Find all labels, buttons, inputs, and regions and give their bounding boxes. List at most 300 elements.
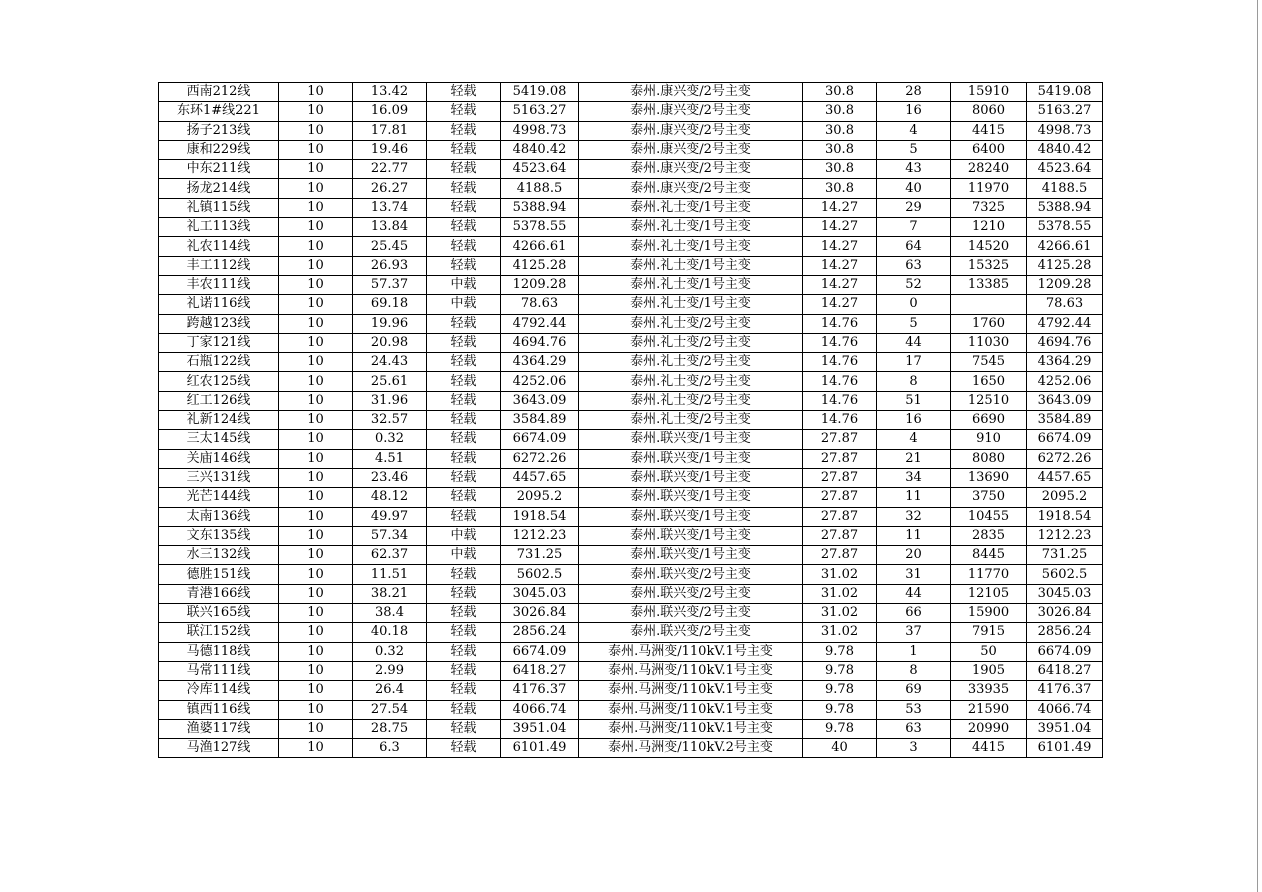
table-cell: 27.87 (803, 546, 877, 565)
table-cell: 2856.24 (1027, 623, 1103, 642)
table-cell: 6418.27 (1027, 661, 1103, 680)
table-cell: 中载 (427, 546, 501, 565)
table-cell: 10 (279, 179, 353, 198)
table-cell: 5602.5 (501, 565, 579, 584)
table-cell: 4840.42 (1027, 140, 1103, 159)
table-cell: 27.87 (803, 507, 877, 526)
table-cell: 联江152线 (159, 623, 279, 642)
table-cell: 扬子213线 (159, 121, 279, 140)
table-cell: 轻载 (427, 642, 501, 661)
table-cell: 轻载 (427, 256, 501, 275)
table-cell: 1 (877, 642, 951, 661)
table-row (159, 333, 1103, 352)
table-cell: 1918.54 (1027, 507, 1103, 526)
table-cell: 40 (877, 179, 951, 198)
table-cell: 2835 (951, 526, 1027, 545)
table-cell: 泰州.礼士变/2号主变 (579, 314, 803, 333)
table-cell: 2856.24 (501, 623, 579, 642)
table-cell: 轻载 (427, 237, 501, 256)
table-cell: 4457.65 (501, 468, 579, 487)
table-cell: 马德118线 (159, 642, 279, 661)
table-cell: 泰州.礼士变/2号主变 (579, 333, 803, 352)
table-cell: 6.3 (353, 739, 427, 758)
table-cell: 57.37 (353, 275, 427, 294)
table-cell: 26.93 (353, 256, 427, 275)
table-cell: 64 (877, 237, 951, 256)
table-cell: 4176.37 (501, 681, 579, 700)
table-cell: 礼新124线 (159, 411, 279, 430)
table-cell: 11 (877, 488, 951, 507)
table-cell: 泰州.康兴变/2号主变 (579, 121, 803, 140)
table-cell: 27.87 (803, 430, 877, 449)
table-cell: 1212.23 (1027, 526, 1103, 545)
table-cell: 泰州.康兴变/2号主变 (579, 83, 803, 102)
table-cell: 泰州.礼士变/1号主变 (579, 218, 803, 237)
table-row (159, 83, 1103, 102)
table-cell: 4.51 (353, 449, 427, 468)
table-cell: 礼诺116线 (159, 295, 279, 314)
table-row (159, 661, 1103, 680)
table-cell: 2095.2 (501, 488, 579, 507)
table-cell: 6101.49 (1027, 739, 1103, 758)
table-row (159, 546, 1103, 565)
table-cell: 25.45 (353, 237, 427, 256)
table-cell: 马渔127线 (159, 739, 279, 758)
page-edge (1257, 0, 1258, 892)
table-cell: 66 (877, 604, 951, 623)
table-row (159, 353, 1103, 372)
table-cell: 3026.84 (1027, 604, 1103, 623)
table-cell: 32.57 (353, 411, 427, 430)
table-cell: 10 (279, 275, 353, 294)
table-cell: 泰州.礼士变/1号主变 (579, 237, 803, 256)
table-cell: 5163.27 (501, 102, 579, 121)
table-cell: 5388.94 (1027, 198, 1103, 217)
table-cell: 6400 (951, 140, 1027, 159)
table-cell: 3584.89 (501, 411, 579, 430)
table-cell: 泰州.联兴变/1号主变 (579, 430, 803, 449)
table-cell: 德胜151线 (159, 565, 279, 584)
table-cell: 10 (279, 565, 353, 584)
data-table (158, 82, 1103, 758)
table-cell: 4694.76 (1027, 333, 1103, 352)
table-cell: 30.8 (803, 179, 877, 198)
table-cell: 6674.09 (501, 642, 579, 661)
table-cell: 文东135线 (159, 526, 279, 545)
table-cell: 8445 (951, 546, 1027, 565)
table-cell: 4523.64 (501, 160, 579, 179)
table-cell: 红工126线 (159, 391, 279, 410)
table-cell: 26.4 (353, 681, 427, 700)
table-cell: 78.63 (1027, 295, 1103, 314)
table-row (159, 160, 1103, 179)
table-cell: 泰州.马洲变/110kV.1号主变 (579, 700, 803, 719)
table-cell: 1918.54 (501, 507, 579, 526)
table-cell: 4792.44 (1027, 314, 1103, 333)
table-cell: 31.02 (803, 565, 877, 584)
table-cell: 0 (877, 295, 951, 314)
table-cell: 27.87 (803, 488, 877, 507)
table-row (159, 256, 1103, 275)
table-cell: 4415 (951, 739, 1027, 758)
table-cell: 6690 (951, 411, 1027, 430)
table-cell: 1650 (951, 372, 1027, 391)
table-cell: 3643.09 (1027, 391, 1103, 410)
table-cell: 10 (279, 526, 353, 545)
table-cell: 3045.03 (1027, 584, 1103, 603)
table-cell: 14.27 (803, 218, 877, 237)
table-cell: 10 (279, 546, 353, 565)
table-cell: 3584.89 (1027, 411, 1103, 430)
table-cell: 10 (279, 256, 353, 275)
table-cell: 27.87 (803, 449, 877, 468)
table-cell: 中载 (427, 275, 501, 294)
table-cell: 16 (877, 102, 951, 121)
table-cell: 32 (877, 507, 951, 526)
table-cell: 23.46 (353, 468, 427, 487)
table-cell: 泰州.联兴变/2号主变 (579, 604, 803, 623)
table-cell: 10 (279, 623, 353, 642)
table-cell: 礼镇115线 (159, 198, 279, 217)
table-cell: 30.8 (803, 160, 877, 179)
table-cell: 4188.5 (1027, 179, 1103, 198)
table-cell: 8060 (951, 102, 1027, 121)
table-cell: 30.8 (803, 102, 877, 121)
table-cell: 43 (877, 160, 951, 179)
table-cell: 10 (279, 700, 353, 719)
table-row (159, 198, 1103, 217)
table-cell: 14.27 (803, 237, 877, 256)
table-cell: 3750 (951, 488, 1027, 507)
table-cell: 轻载 (427, 488, 501, 507)
table-cell: 轻载 (427, 160, 501, 179)
table-cell: 泰州.马洲变/110kV.1号主变 (579, 642, 803, 661)
table-cell: 泰州.联兴变/2号主变 (579, 623, 803, 642)
table-cell: 4792.44 (501, 314, 579, 333)
table-cell: 6674.09 (1027, 642, 1103, 661)
table-cell: 69.18 (353, 295, 427, 314)
table-cell: 50 (951, 642, 1027, 661)
table-cell: 27.87 (803, 526, 877, 545)
table-cell: 16 (877, 411, 951, 430)
table-cell: 40.18 (353, 623, 427, 642)
table-cell: 1209.28 (1027, 275, 1103, 294)
table-cell: 10 (279, 198, 353, 217)
table-cell: 4252.06 (1027, 372, 1103, 391)
table-cell: 11770 (951, 565, 1027, 584)
table-cell: 34 (877, 468, 951, 487)
table-cell: 5378.55 (1027, 218, 1103, 237)
table-cell: 轻载 (427, 121, 501, 140)
table-cell: 4998.73 (1027, 121, 1103, 140)
table-cell: 11970 (951, 179, 1027, 198)
table-cell: 扬龙214线 (159, 179, 279, 198)
table-cell: 5 (877, 314, 951, 333)
table-cell: 轻载 (427, 333, 501, 352)
table-cell: 31.02 (803, 584, 877, 603)
table-cell: 10 (279, 584, 353, 603)
table-cell: 轻载 (427, 179, 501, 198)
table-cell: 38.4 (353, 604, 427, 623)
table-row (159, 507, 1103, 526)
table-row (159, 411, 1103, 430)
table-cell: 9.78 (803, 681, 877, 700)
table-cell: 3 (877, 739, 951, 758)
table-cell: 4998.73 (501, 121, 579, 140)
table-cell: 9.78 (803, 719, 877, 738)
table-cell: 11 (877, 526, 951, 545)
table-row (159, 700, 1103, 719)
table-cell: 5419.08 (501, 83, 579, 102)
table-cell: 27.54 (353, 700, 427, 719)
table-cell: 礼工113线 (159, 218, 279, 237)
table-cell: 0.32 (353, 430, 427, 449)
table-cell: 14.76 (803, 353, 877, 372)
table-cell (951, 295, 1027, 314)
table-cell: 3643.09 (501, 391, 579, 410)
table-cell: 10 (279, 661, 353, 680)
table-cell: 轻载 (427, 140, 501, 159)
table-cell: 17 (877, 353, 951, 372)
table-cell: 57.34 (353, 526, 427, 545)
table-cell: 泰州.礼士变/1号主变 (579, 275, 803, 294)
table-cell: 泰州.联兴变/1号主变 (579, 507, 803, 526)
table-cell: 中东211线 (159, 160, 279, 179)
table-cell: 轻载 (427, 507, 501, 526)
table-cell: 泰州.礼士变/1号主变 (579, 198, 803, 217)
table-row (159, 237, 1103, 256)
table-row (159, 604, 1103, 623)
table-cell: 轻载 (427, 353, 501, 372)
table-cell: 10 (279, 314, 353, 333)
table-cell: 3045.03 (501, 584, 579, 603)
table-cell: 1209.28 (501, 275, 579, 294)
table-cell: 4066.74 (501, 700, 579, 719)
table-row (159, 218, 1103, 237)
table-cell: 泰州.康兴变/2号主变 (579, 140, 803, 159)
table-cell: 光芒144线 (159, 488, 279, 507)
table-cell: 西南212线 (159, 83, 279, 102)
table-cell: 22.77 (353, 160, 427, 179)
table-row (159, 391, 1103, 410)
table-cell: 6101.49 (501, 739, 579, 758)
table-cell: 8080 (951, 449, 1027, 468)
table-cell: 10 (279, 295, 353, 314)
table-cell: 4364.29 (1027, 353, 1103, 372)
table-row (159, 102, 1103, 121)
table-cell: 20 (877, 546, 951, 565)
table-cell: 13690 (951, 468, 1027, 487)
table-cell: 石瓶122线 (159, 353, 279, 372)
table-cell: 渔婆117线 (159, 719, 279, 738)
table-cell: 轻载 (427, 700, 501, 719)
table-cell: 38.21 (353, 584, 427, 603)
table-cell: 轻载 (427, 372, 501, 391)
table-cell: 泰州.礼士变/2号主变 (579, 353, 803, 372)
table-cell: 轻载 (427, 584, 501, 603)
table-row (159, 526, 1103, 545)
table-cell: 3951.04 (1027, 719, 1103, 738)
table-cell: 31.02 (803, 623, 877, 642)
table-cell: 丰农111线 (159, 275, 279, 294)
table-cell: 25.61 (353, 372, 427, 391)
table-cell: 49.97 (353, 507, 427, 526)
table-cell: 10 (279, 411, 353, 430)
table-cell: 2.99 (353, 661, 427, 680)
table-cell: 6272.26 (1027, 449, 1103, 468)
table-cell: 10 (279, 719, 353, 738)
table-cell: 1212.23 (501, 526, 579, 545)
table-cell: 7545 (951, 353, 1027, 372)
table-cell: 40 (803, 739, 877, 758)
table-cell: 63 (877, 719, 951, 738)
table-cell: 中载 (427, 526, 501, 545)
table-cell: 轻载 (427, 430, 501, 449)
table-cell: 泰州.联兴变/1号主变 (579, 449, 803, 468)
table-cell: 跨越123线 (159, 314, 279, 333)
table-cell: 三兴131线 (159, 468, 279, 487)
table-cell: 4066.74 (1027, 700, 1103, 719)
table-cell: 5419.08 (1027, 83, 1103, 102)
table-cell: 关庙146线 (159, 449, 279, 468)
table-cell: 16.09 (353, 102, 427, 121)
table-cell: 泰州.礼士变/2号主变 (579, 372, 803, 391)
table-cell: 28240 (951, 160, 1027, 179)
table-cell: 5388.94 (501, 198, 579, 217)
table-cell: 731.25 (501, 546, 579, 565)
table-cell: 78.63 (501, 295, 579, 314)
table-cell: 10 (279, 353, 353, 372)
table-cell: 水三132线 (159, 546, 279, 565)
table-cell: 太南136线 (159, 507, 279, 526)
table-cell: 33935 (951, 681, 1027, 700)
table-cell: 6418.27 (501, 661, 579, 680)
table-cell: 21 (877, 449, 951, 468)
table-cell: 4364.29 (501, 353, 579, 372)
table-cell: 13.84 (353, 218, 427, 237)
table-row (159, 719, 1103, 738)
table-cell: 14.27 (803, 275, 877, 294)
table-cell: 轻载 (427, 83, 501, 102)
table-cell: 8 (877, 661, 951, 680)
table-cell: 14.76 (803, 391, 877, 410)
table-cell: 10 (279, 604, 353, 623)
table-cell: 轻载 (427, 623, 501, 642)
table-cell: 1905 (951, 661, 1027, 680)
table-cell: 轻载 (427, 661, 501, 680)
table-cell: 10 (279, 488, 353, 507)
table-cell: 5163.27 (1027, 102, 1103, 121)
table-cell: 14.76 (803, 314, 877, 333)
table-cell: 轻载 (427, 411, 501, 430)
table-cell: 731.25 (1027, 546, 1103, 565)
table-cell: 轻载 (427, 314, 501, 333)
table-cell: 6272.26 (501, 449, 579, 468)
table-cell: 9.78 (803, 700, 877, 719)
table-cell: 镇西116线 (159, 700, 279, 719)
table-cell: 7325 (951, 198, 1027, 217)
table-cell: 泰州.康兴变/2号主变 (579, 160, 803, 179)
table-cell: 15910 (951, 83, 1027, 102)
table-cell: 0.32 (353, 642, 427, 661)
table-cell: 10 (279, 507, 353, 526)
table-cell: 4840.42 (501, 140, 579, 159)
table-cell: 62.37 (353, 546, 427, 565)
table-row (159, 623, 1103, 642)
table-cell: 14.27 (803, 198, 877, 217)
table-cell: 轻载 (427, 681, 501, 700)
table-cell: 15900 (951, 604, 1027, 623)
table-cell: 10 (279, 102, 353, 121)
table-cell: 44 (877, 333, 951, 352)
table-cell: 10 (279, 333, 353, 352)
table-cell: 泰州.马洲变/110kV.2号主变 (579, 739, 803, 758)
table-cell: 4266.61 (501, 237, 579, 256)
table-cell: 泰州.马洲变/110kV.1号主变 (579, 681, 803, 700)
table-cell: 10 (279, 372, 353, 391)
table-cell: 19.46 (353, 140, 427, 159)
table-cell: 4125.28 (501, 256, 579, 275)
table-cell: 10 (279, 468, 353, 487)
table-cell: 15325 (951, 256, 1027, 275)
table-row (159, 372, 1103, 391)
table-cell: 12510 (951, 391, 1027, 410)
table-cell: 丁家121线 (159, 333, 279, 352)
table-cell: 10 (279, 430, 353, 449)
table-cell: 20990 (951, 719, 1027, 738)
table-cell: 29 (877, 198, 951, 217)
table-cell: 轻载 (427, 102, 501, 121)
table-cell: 东环1#线221 (159, 102, 279, 121)
table-row (159, 449, 1103, 468)
table-row (159, 584, 1103, 603)
table-cell: 轻载 (427, 218, 501, 237)
table-cell: 910 (951, 430, 1027, 449)
table-cell: 9.78 (803, 642, 877, 661)
table-cell: 冷库114线 (159, 681, 279, 700)
table-cell: 27.87 (803, 468, 877, 487)
table-cell: 泰州.康兴变/2号主变 (579, 179, 803, 198)
table-cell: 30.8 (803, 140, 877, 159)
table-cell: 11030 (951, 333, 1027, 352)
table-cell: 69 (877, 681, 951, 700)
table-row (159, 121, 1103, 140)
table-cell: 4176.37 (1027, 681, 1103, 700)
table-cell: 联兴165线 (159, 604, 279, 623)
table-cell: 轻载 (427, 604, 501, 623)
table-cell: 51 (877, 391, 951, 410)
table-cell: 1210 (951, 218, 1027, 237)
table-cell: 泰州.联兴变/1号主变 (579, 526, 803, 545)
table-cell: 10 (279, 140, 353, 159)
table-cell: 6674.09 (1027, 430, 1103, 449)
table-cell: 8 (877, 372, 951, 391)
table-cell: 7915 (951, 623, 1027, 642)
table-cell: 泰州.礼士变/1号主变 (579, 256, 803, 275)
table-cell: 63 (877, 256, 951, 275)
table-cell: 21590 (951, 700, 1027, 719)
table-cell: 14520 (951, 237, 1027, 256)
table-cell: 10 (279, 218, 353, 237)
table-row (159, 468, 1103, 487)
table-cell: 丰工112线 (159, 256, 279, 275)
table-cell: 20.98 (353, 333, 427, 352)
table-cell: 轻载 (427, 565, 501, 584)
table-row (159, 140, 1103, 159)
table-cell: 11.51 (353, 565, 427, 584)
table-cell: 4125.28 (1027, 256, 1103, 275)
table-row (159, 275, 1103, 294)
